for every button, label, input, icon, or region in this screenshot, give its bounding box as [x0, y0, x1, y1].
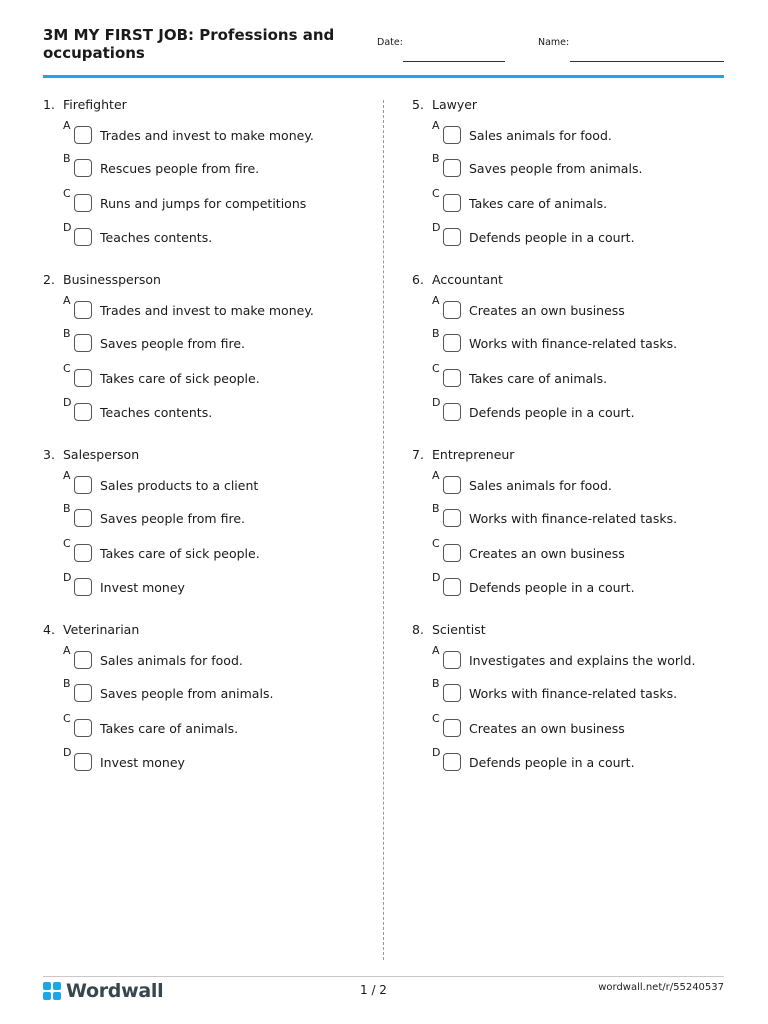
option-letter: B: [63, 502, 71, 515]
question-title: Salesperson: [63, 447, 140, 462]
option-c[interactable]: [63, 362, 260, 389]
question-5: [412, 96, 732, 271]
option-d[interactable]: [63, 396, 213, 423]
option-letter: D: [432, 221, 441, 234]
checkbox[interactable]: [443, 194, 461, 212]
name-label: Name:: [538, 37, 570, 48]
option-letter: C: [63, 537, 71, 550]
option-text: Takes care of animals.: [469, 195, 608, 211]
option-d[interactable]: [63, 746, 185, 773]
checkbox[interactable]: [74, 753, 92, 771]
option-letter: B: [63, 327, 71, 340]
checkbox[interactable]: [74, 228, 92, 246]
option-letter: B: [432, 502, 440, 515]
option-text: Trades and invest to make money.: [100, 127, 314, 143]
option-text: Defends people in a court.: [469, 754, 635, 770]
question-title: Lawyer: [432, 97, 478, 112]
option-text: Works with finance-related tasks.: [469, 335, 678, 351]
option-a[interactable]: [432, 469, 612, 496]
option-b[interactable]: [63, 152, 260, 179]
option-letter: C: [432, 537, 440, 550]
option-c[interactable]: [432, 362, 608, 389]
question-6: [412, 271, 732, 446]
option-text: Saves people from animals.: [100, 685, 274, 701]
question-4: [43, 621, 363, 796]
option-text: Works with finance-related tasks.: [469, 685, 678, 701]
page-number: 1 / 2: [360, 983, 387, 997]
question-2: [43, 271, 363, 446]
option-b[interactable]: [432, 502, 678, 529]
option-letter: D: [432, 746, 441, 759]
option-letter: B: [432, 327, 440, 340]
option-a[interactable]: [63, 644, 243, 671]
column-divider: [383, 100, 384, 960]
source-url[interactable]: wordwall.net/r/55240537: [598, 982, 724, 993]
option-b[interactable]: [432, 677, 678, 704]
checkbox[interactable]: [443, 651, 461, 669]
checkbox[interactable]: [74, 476, 92, 494]
option-d[interactable]: [432, 396, 635, 423]
checkbox[interactable]: [74, 684, 92, 702]
checkbox[interactable]: [74, 719, 92, 737]
option-a[interactable]: [63, 119, 314, 146]
option-letter: C: [432, 712, 440, 725]
wordwall-logo-icon: [43, 982, 61, 1000]
checkbox[interactable]: [74, 194, 92, 212]
checkbox[interactable]: [74, 509, 92, 527]
option-d[interactable]: [432, 571, 635, 598]
option-letter: D: [432, 571, 441, 584]
checkbox[interactable]: [443, 578, 461, 596]
wordwall-logo[interactable]: [43, 981, 163, 1001]
question-title: Entrepreneur: [432, 447, 515, 462]
question-number: 4.: [43, 622, 55, 637]
option-letter: C: [63, 187, 71, 200]
option-b[interactable]: [63, 677, 274, 704]
question-title: Firefighter: [63, 97, 127, 112]
option-text: Investigates and explains the world.: [469, 652, 696, 668]
option-letter: A: [432, 469, 440, 482]
questions-column-left: [43, 96, 363, 796]
option-a[interactable]: [432, 644, 696, 671]
checkbox[interactable]: [443, 334, 461, 352]
option-c[interactable]: [63, 537, 260, 564]
option-letter: B: [63, 677, 71, 690]
option-letter: A: [63, 294, 71, 307]
option-a[interactable]: [63, 469, 259, 496]
option-text: Creates an own business: [469, 545, 625, 561]
checkbox[interactable]: [443, 403, 461, 421]
question-7: [412, 446, 732, 621]
question-number: 2.: [43, 272, 55, 287]
date-underline: [403, 61, 505, 62]
option-letter: D: [63, 746, 72, 759]
option-letter: C: [63, 362, 71, 375]
name-underline: [570, 61, 724, 62]
option-text: Teaches contents.: [100, 229, 213, 245]
option-letter: A: [432, 294, 440, 307]
checkbox[interactable]: [443, 159, 461, 177]
option-letter: D: [432, 396, 441, 409]
option-text: Takes care of sick people.: [100, 545, 260, 561]
question-title: Scientist: [432, 622, 486, 637]
question-8: [412, 621, 732, 796]
footer-rule: [43, 976, 724, 977]
checkbox[interactable]: [443, 509, 461, 527]
option-a[interactable]: [432, 294, 625, 321]
option-letter: C: [432, 187, 440, 200]
question-number: 7.: [412, 447, 424, 462]
checkbox[interactable]: [74, 403, 92, 421]
option-letter: A: [432, 644, 440, 657]
checkbox[interactable]: [443, 544, 461, 562]
option-c[interactable]: [63, 187, 307, 214]
option-c[interactable]: [63, 712, 239, 739]
option-text: Invest money: [100, 754, 185, 770]
option-text: Defends people in a court.: [469, 404, 635, 420]
option-b[interactable]: [63, 327, 245, 354]
worksheet-header: [43, 26, 724, 80]
option-text: Defends people in a court.: [469, 579, 635, 595]
option-text: Runs and jumps for competitions: [100, 195, 307, 211]
option-text: Sales animals for food.: [100, 652, 243, 668]
option-text: Saves people from animals.: [469, 160, 643, 176]
option-text: Sales animals for food.: [469, 477, 612, 493]
option-text: Teaches contents.: [100, 404, 213, 420]
option-text: Creates an own business: [469, 302, 625, 318]
option-d[interactable]: [432, 221, 635, 248]
question-title: Veterinarian: [63, 622, 140, 637]
option-text: Takes care of sick people.: [100, 370, 260, 386]
checkbox[interactable]: [443, 228, 461, 246]
option-a[interactable]: [63, 294, 314, 321]
option-letter: A: [63, 644, 71, 657]
option-text: Takes care of animals.: [100, 720, 239, 736]
checkbox[interactable]: [74, 578, 92, 596]
question-3: [43, 446, 363, 621]
checkbox[interactable]: [74, 369, 92, 387]
option-letter: B: [63, 152, 71, 165]
question-number: 3.: [43, 447, 55, 462]
questions-column-right: [412, 96, 732, 796]
logo-text: Wordwall: [66, 980, 164, 1002]
option-text: Takes care of animals.: [469, 370, 608, 386]
option-c[interactable]: [432, 712, 625, 739]
option-c[interactable]: [432, 537, 625, 564]
checkbox[interactable]: [443, 719, 461, 737]
option-text: Invest money: [100, 579, 185, 595]
option-letter: C: [432, 362, 440, 375]
checkbox[interactable]: [443, 369, 461, 387]
option-letter: C: [63, 712, 71, 725]
option-letter: D: [63, 396, 72, 409]
option-letter: D: [63, 571, 72, 584]
option-d[interactable]: [63, 221, 213, 248]
option-letter: B: [432, 677, 440, 690]
option-d[interactable]: [63, 571, 185, 598]
option-text: Trades and invest to make money.: [100, 302, 314, 318]
option-letter: D: [63, 221, 72, 234]
question-number: 5.: [412, 97, 424, 112]
option-text: Works with finance-related tasks.: [469, 510, 678, 526]
option-text: Defends people in a court.: [469, 229, 635, 245]
option-a[interactable]: [432, 119, 612, 146]
checkbox[interactable]: [74, 126, 92, 144]
checkbox[interactable]: [74, 334, 92, 352]
option-text: Creates an own business: [469, 720, 625, 736]
option-text: Sales animals for food.: [469, 127, 612, 143]
question-number: 6.: [412, 272, 424, 287]
date-label: Date:: [377, 37, 403, 48]
checkbox[interactable]: [443, 301, 461, 319]
option-letter: A: [63, 119, 71, 132]
option-d[interactable]: [432, 746, 635, 773]
option-b[interactable]: [63, 502, 245, 529]
checkbox[interactable]: [443, 684, 461, 702]
question-number: 1.: [43, 97, 55, 112]
option-text: Saves people from fire.: [100, 510, 245, 526]
header-rule: [43, 75, 724, 78]
question-title: Businessperson: [63, 272, 161, 287]
date-field[interactable]: [377, 37, 403, 48]
option-c[interactable]: [432, 187, 608, 214]
option-text: Rescues people from fire.: [100, 160, 260, 176]
option-letter: A: [432, 119, 440, 132]
checkbox[interactable]: [443, 753, 461, 771]
checkbox[interactable]: [74, 301, 92, 319]
checkbox[interactable]: [74, 651, 92, 669]
option-b[interactable]: [432, 152, 643, 179]
option-letter: A: [63, 469, 71, 482]
name-field[interactable]: [538, 37, 569, 48]
question-number: 8.: [412, 622, 424, 637]
option-b[interactable]: [432, 327, 678, 354]
option-text: Sales products to a client: [100, 477, 259, 493]
checkbox[interactable]: [74, 544, 92, 562]
checkbox[interactable]: [443, 126, 461, 144]
checkbox[interactable]: [74, 159, 92, 177]
checkbox[interactable]: [443, 476, 461, 494]
question-title: Accountant: [432, 272, 503, 287]
option-letter: B: [432, 152, 440, 165]
page-title: 3M MY FIRST JOB: Professions and occupations: [43, 26, 335, 62]
question-1: [43, 96, 363, 271]
option-text: Saves people from fire.: [100, 335, 245, 351]
